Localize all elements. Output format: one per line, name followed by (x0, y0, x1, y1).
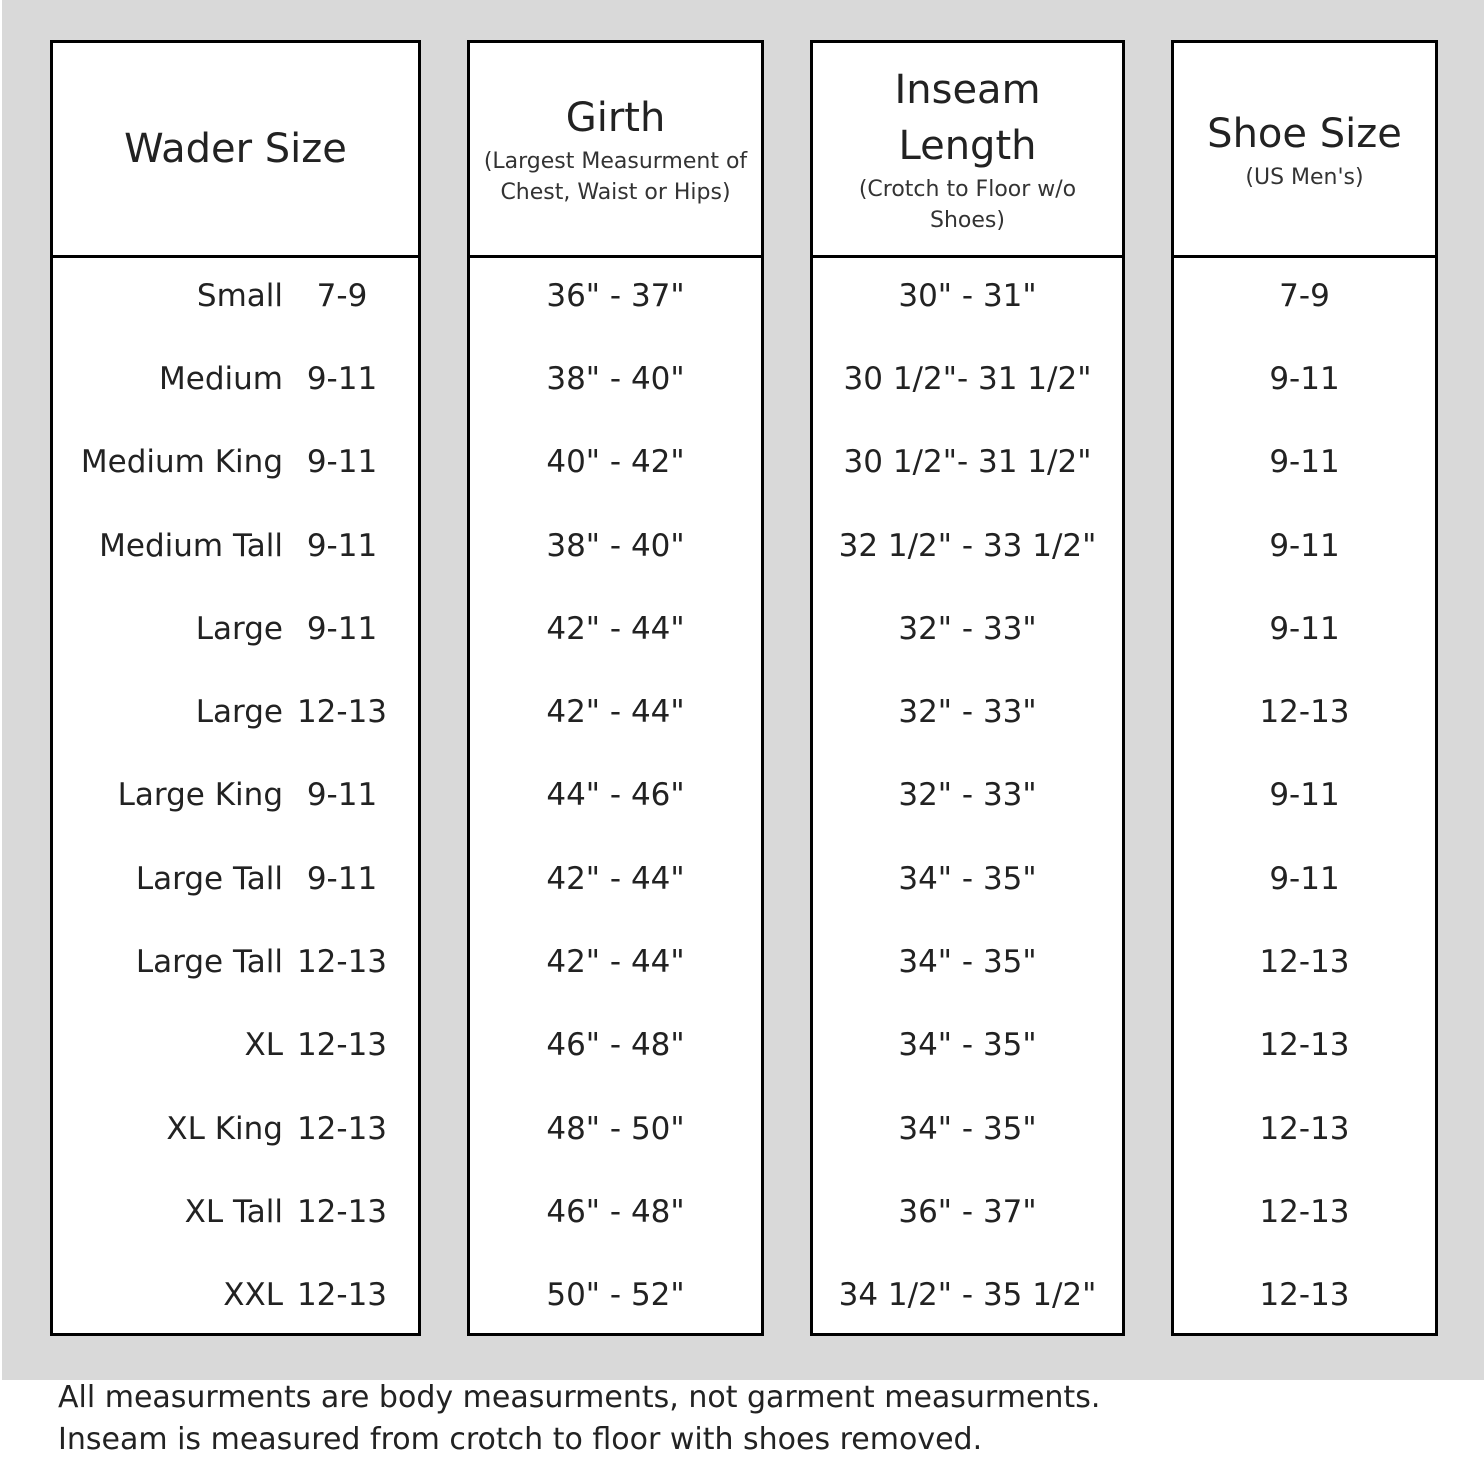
girth-header (470, 43, 761, 258)
girth-cell: 48" - 50" (546, 1110, 685, 1147)
girth-cell: 42" - 44" (546, 944, 685, 981)
girth-cell: 42" - 44" (546, 610, 685, 647)
shoe-size-subtitle: (US Men's) (1245, 164, 1364, 190)
table-row (53, 920, 418, 1003)
girth-cell: 42" - 44" (546, 694, 685, 731)
inseam-header (813, 43, 1122, 258)
shoe-size-cell: 9-11 (1269, 777, 1340, 814)
girth-column (467, 40, 764, 1336)
table-row (53, 837, 418, 920)
inseam-cell: 32" - 33" (898, 694, 1037, 731)
girth-cell: 36" - 37" (546, 277, 685, 314)
footnote-body-measurements: All measurments are body measurments, not garment measurments. (58, 1380, 1101, 1415)
shoe-size-cell: 12-13 (1259, 1193, 1350, 1230)
wader-size-label: Medium (159, 360, 283, 397)
inseam-cell: 34" - 35" (898, 944, 1037, 981)
girth-rows (470, 258, 761, 1337)
table-row (53, 670, 418, 753)
footnote-inseam-method: Inseam is measured from crotch to floor with shoes removed. (58, 1422, 983, 1457)
wader-shoe-range: 9-11 (306, 444, 378, 481)
inseam-cell: 30 1/2"- 31 1/2" (843, 444, 1092, 481)
wader-shoe-range: 12-13 (296, 1193, 388, 1230)
wader-shoe-range: 9-11 (306, 527, 378, 564)
shoe-size-rows (1174, 258, 1435, 1337)
inseam-title-line1: Inseam (894, 67, 1041, 113)
wader-size-label: Large (195, 694, 283, 731)
inseam-cell: 36" - 37" (898, 1193, 1037, 1230)
wader-size-label: Medium Tall (99, 527, 283, 564)
wader-size-label: Large (195, 610, 283, 647)
shoe-size-cell: 9-11 (1269, 860, 1340, 897)
inseam-cell: 34" - 35" (898, 1027, 1037, 1064)
girth-title: Girth (565, 95, 666, 141)
wader-size-label: XL (244, 1027, 283, 1064)
inseam-cell: 32" - 33" (898, 610, 1037, 647)
shoe-size-cell: 9-11 (1269, 360, 1340, 397)
wader-shoe-range: 12-13 (296, 944, 388, 981)
wader-shoe-range: 12-13 (296, 694, 388, 731)
wader-size-label: Large King (117, 777, 283, 814)
inseam-cell: 32" - 33" (898, 777, 1037, 814)
wader-shoe-range: 9-11 (306, 360, 378, 397)
table-row (53, 754, 418, 837)
inseam-cell: 34" - 35" (898, 1110, 1037, 1147)
table-row (53, 1087, 418, 1170)
wader-size-label: Medium King (80, 444, 283, 481)
inseam-cell: 34 1/2" - 35 1/2" (838, 1277, 1097, 1314)
table-row (53, 337, 418, 420)
inseam-cell: 32 1/2" - 33 1/2" (838, 527, 1097, 564)
shoe-size-cell: 9-11 (1269, 610, 1340, 647)
table-row (53, 1254, 418, 1337)
wader-shoe-range: 12-13 (296, 1110, 388, 1147)
shoe-size-cell: 9-11 (1269, 444, 1340, 481)
shoe-size-header (1174, 43, 1435, 258)
shoe-size-cell: 12-13 (1259, 1027, 1350, 1064)
wader-size-label: XL King (166, 1110, 283, 1147)
girth-cell: 46" - 48" (546, 1027, 685, 1064)
wader-shoe-range: 12-13 (296, 1027, 388, 1064)
inseam-cell: 30" - 31" (898, 277, 1037, 314)
size-chart-panel (2, 0, 1484, 1380)
girth-cell: 38" - 40" (546, 527, 685, 564)
table-row (53, 504, 418, 587)
shoe-size-cell: 12-13 (1259, 1110, 1350, 1147)
wader-shoe-range: 9-11 (306, 860, 378, 897)
wader-shoe-range: 9-11 (306, 777, 378, 814)
table-row (53, 421, 418, 504)
wader-size-label: XL Tall (184, 1193, 283, 1230)
wader-size-column (50, 40, 421, 1336)
shoe-size-title: Shoe Size (1207, 110, 1402, 157)
wader-size-label: Small (196, 277, 283, 314)
girth-subtitle: (Largest Measurment of Chest, Waist or Hips) (483, 149, 748, 205)
inseam-cell: 30 1/2"- 31 1/2" (843, 360, 1092, 397)
shoe-size-cell: 7-9 (1279, 277, 1330, 314)
table-row (53, 587, 418, 670)
shoe-size-cell: 12-13 (1259, 694, 1350, 731)
wader-size-header (53, 43, 418, 258)
shoe-size-cell: 12-13 (1259, 944, 1350, 981)
wader-size-rows (53, 258, 418, 1337)
girth-cell: 40" - 42" (546, 444, 685, 481)
table-row (53, 1004, 418, 1087)
shoe-size-cell: 9-11 (1269, 527, 1340, 564)
inseam-column (810, 40, 1125, 1336)
inseam-rows (813, 258, 1122, 1337)
inseam-subtitle: (Crotch to Floor w/o Shoes) (858, 177, 1077, 233)
girth-cell: 38" - 40" (546, 360, 685, 397)
shoe-size-cell: 12-13 (1259, 1277, 1350, 1314)
wader-size-label: Large Tall (135, 860, 283, 897)
table-row (53, 254, 418, 337)
wader-size-label: XXL (223, 1277, 283, 1314)
wader-shoe-range: 12-13 (296, 1277, 388, 1314)
wader-size-label: Large Tall (135, 944, 283, 981)
table-row (53, 1170, 418, 1253)
girth-cell: 44" - 46" (546, 777, 685, 814)
girth-cell: 42" - 44" (546, 860, 685, 897)
wader-shoe-range: 9-11 (306, 610, 378, 647)
wader-shoe-range: 7-9 (316, 277, 368, 314)
wader-size-title: Wader Size (124, 126, 347, 172)
shoe-size-column (1171, 40, 1438, 1336)
inseam-cell: 34" - 35" (898, 860, 1037, 897)
girth-cell: 50" - 52" (546, 1277, 685, 1314)
inseam-title-line2: Length (898, 123, 1037, 169)
girth-cell: 46" - 48" (546, 1193, 685, 1230)
